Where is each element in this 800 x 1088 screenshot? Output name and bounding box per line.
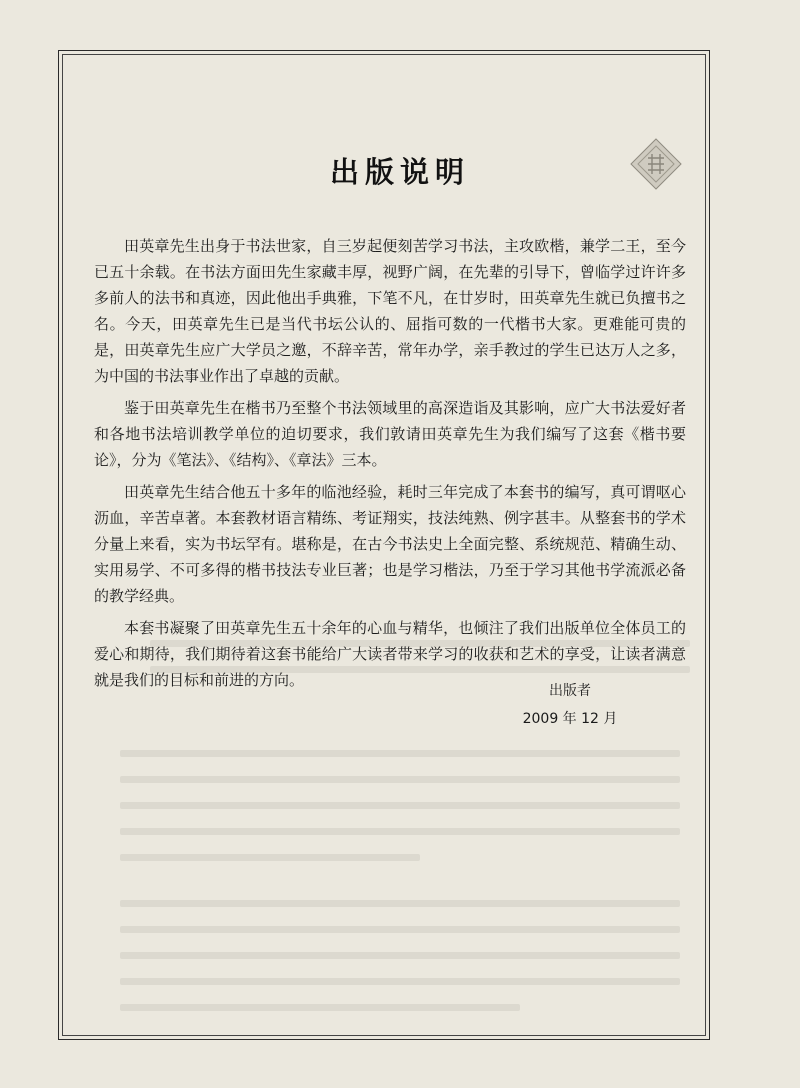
document-body (94, 233, 686, 699)
page-title: 出版说明 (329, 155, 470, 189)
signature-block (470, 677, 670, 733)
paragraph: 鉴于田英章先生在楷书乃至整个书法领域里的高深造诣及其影响，应广大书法爱好者和各地书法培训教学单位的迫切要求，我们敦请田英章先生为我们编写了这套《楷书要论》，分为《笔法》、《结构》、《章法》三本。 (94, 399, 686, 469)
paragraph: 本套书凝聚了田英章先生五十余年的心血与精华，也倾注了我们出版单位全体员工的爱心和期待，我们期待着这套书能给广大读者带来学习的收获和艺术的享受，让读者满意就是我们的目标和前进的方向。 (94, 619, 686, 689)
bleed-through-line (120, 750, 680, 757)
paragraph: 田英章先生结合他五十多年的临池经验，耗时三年完成了本套书的编写，真可谓呕心沥血，辛苦卓著。本套教材语言精练、考证翔实，技法纯熟、例字甚丰。从整套书的学术分量上来看，实为书坛罕有。堪称是，在古今书法史上全面完整、系统规范、精确生动、实用易学、不可多得的楷书技法专业巨著；也是学习楷法，乃至于学习其他书学流派必备的教学经典。 (94, 483, 686, 605)
bleed-through-line (120, 776, 680, 783)
bleed-through-line (120, 926, 680, 933)
publish-date: 2009 年 12 月 (522, 711, 618, 727)
bleed-through-line (120, 854, 420, 861)
bleed-through-line (120, 1004, 520, 1011)
paragraph: 田英章先生出身于书法世家，自三岁起便刻苦学习书法，主攻欧楷，兼学二王，至今已五十余载。在书法方面田先生家藏丰厚，视野广阔，在先辈的引导下，曾临学过许许多多前人的法书和真迹，因此他出手典雅，下笔不凡，在廿岁时，田英章先生就已负擅书之名。今天，田英章先生已是当代书坛公认的、屈指可数的一代楷书大家。更难能可贵的是，田英章先生应广大学员之邀，不辞辛苦，常年办学，亲手教过的学生已达万人之多，为中国的书法事业作出了卓越的贡献。 (94, 237, 686, 385)
bleed-through-line (120, 900, 680, 907)
bleed-through-line (120, 978, 680, 985)
bleed-through-line (120, 828, 680, 835)
bleed-through-line (120, 802, 680, 809)
publisher-label: 出版者 (549, 683, 591, 699)
bleed-through-line (120, 952, 680, 959)
